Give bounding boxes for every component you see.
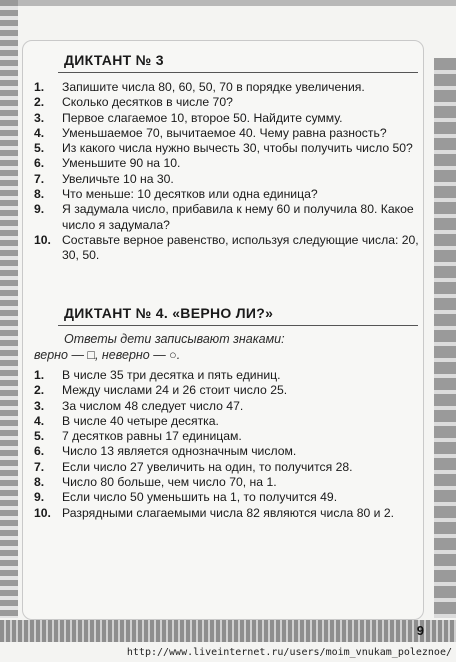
list-item [34, 80, 424, 95]
item-text: Составьте верное равенство, используя следующие числа: 20, 30, 50. [62, 232, 419, 263]
dictation-4-underline [58, 325, 418, 326]
list-item [34, 172, 424, 187]
list-item [34, 475, 424, 490]
list-item [34, 490, 424, 505]
item-text: Сколько десятков в числе 70? [62, 95, 233, 110]
list-item [34, 429, 424, 444]
left-decorative-stripe [0, 0, 18, 618]
item-number: 4. [34, 413, 45, 428]
answer-symbols: верно — □, неверно — ○. [34, 348, 181, 362]
item-text: Первое слагаемое 10, второе 50. Найдите сумму. [62, 110, 343, 125]
list-item [34, 187, 424, 202]
dictation-4-title: ДИКТАНТ № 4. «ВЕРНО ЛИ?» [64, 305, 274, 321]
item-text: Из какого числа нужно вычесть 30, чтобы получить число 50? [62, 141, 413, 156]
item-number: 6. [34, 444, 45, 459]
item-text: Число 80 больше, чем число 70, на 1. [62, 475, 277, 490]
dictation-4-list [34, 368, 424, 521]
item-text: Увеличьте 10 на 30. [62, 171, 174, 186]
item-text: Уменьшаемое 70, вычитаемое 40. Чему равна разность? [62, 125, 387, 140]
item-number: 2. [34, 383, 45, 398]
item-text: За числом 48 следует число 47. [62, 398, 244, 413]
item-number: 5. [34, 141, 45, 156]
page-number: 9 [416, 623, 424, 638]
item-text: В числе 35 три десятка и пять единиц. [62, 368, 281, 382]
item-text: В числе 40 четыре десятка. [62, 413, 219, 428]
list-item [34, 460, 424, 475]
answer-instruction: Ответы дети записывают знаками: [64, 332, 285, 346]
dictation-3-title: ДИКТАНТ № 3 [64, 52, 164, 68]
list-item [34, 111, 424, 126]
item-text: Между числами 24 и 26 стоит число 25. [62, 383, 288, 398]
dictation-3-list [34, 80, 424, 264]
item-number: 3. [34, 398, 45, 413]
list-item [34, 399, 424, 414]
top-rule [18, 0, 456, 6]
item-number: 7. [34, 459, 45, 474]
item-text: Если число 50 уменьшить на 1, то получится 49. [62, 490, 338, 505]
list-item [34, 368, 424, 383]
right-decorative-stripe [434, 58, 456, 618]
list-item [34, 126, 424, 141]
list-item [34, 233, 424, 264]
item-number: 10. [34, 505, 51, 520]
list-item [34, 444, 424, 459]
item-number: 2. [34, 95, 45, 110]
item-text: Уменьшите 90 на 10. [62, 156, 181, 171]
item-number: 1. [34, 80, 45, 94]
list-item [34, 156, 424, 171]
item-number: 8. [34, 187, 45, 202]
list-item [34, 202, 424, 233]
item-text: 7 десятков равны 17 единицам. [62, 429, 242, 444]
list-item [34, 506, 424, 521]
item-number: 4. [34, 125, 45, 140]
list-item [34, 95, 424, 110]
dictation-3-underline [58, 72, 418, 73]
item-number: 5. [34, 429, 45, 444]
item-number: 1. [34, 368, 45, 382]
item-number: 7. [34, 171, 45, 186]
item-number: 10. [34, 232, 51, 247]
item-text: Я задумала число, прибавила к нему 60 и получила 80. Какое число я задумала? [62, 202, 414, 232]
item-text: Если число 27 увеличить на один, то получится 28. [62, 459, 353, 474]
item-text: Разрядными слагаемыми числа 82 являются числа 80 и 2. [62, 505, 394, 520]
item-number: 8. [34, 475, 45, 490]
list-item [34, 383, 424, 398]
item-number: 9. [34, 490, 45, 505]
item-text: Что меньше: 10 десятков или одна единица? [62, 187, 318, 202]
watermark-url: http://www.liveinternet.ru/users/moim_vnukam_poleznoe/ [126, 647, 452, 658]
item-text: Число 13 является однозначным числом. [62, 444, 297, 459]
list-item [34, 141, 424, 156]
item-number: 6. [34, 156, 45, 171]
item-text: Запишите числа 80, 60, 50, 70 в порядке увеличения. [62, 80, 365, 94]
bottom-decorative-bar [0, 620, 456, 642]
item-number: 3. [34, 110, 45, 125]
item-number: 9. [34, 202, 45, 217]
list-item [34, 414, 424, 429]
